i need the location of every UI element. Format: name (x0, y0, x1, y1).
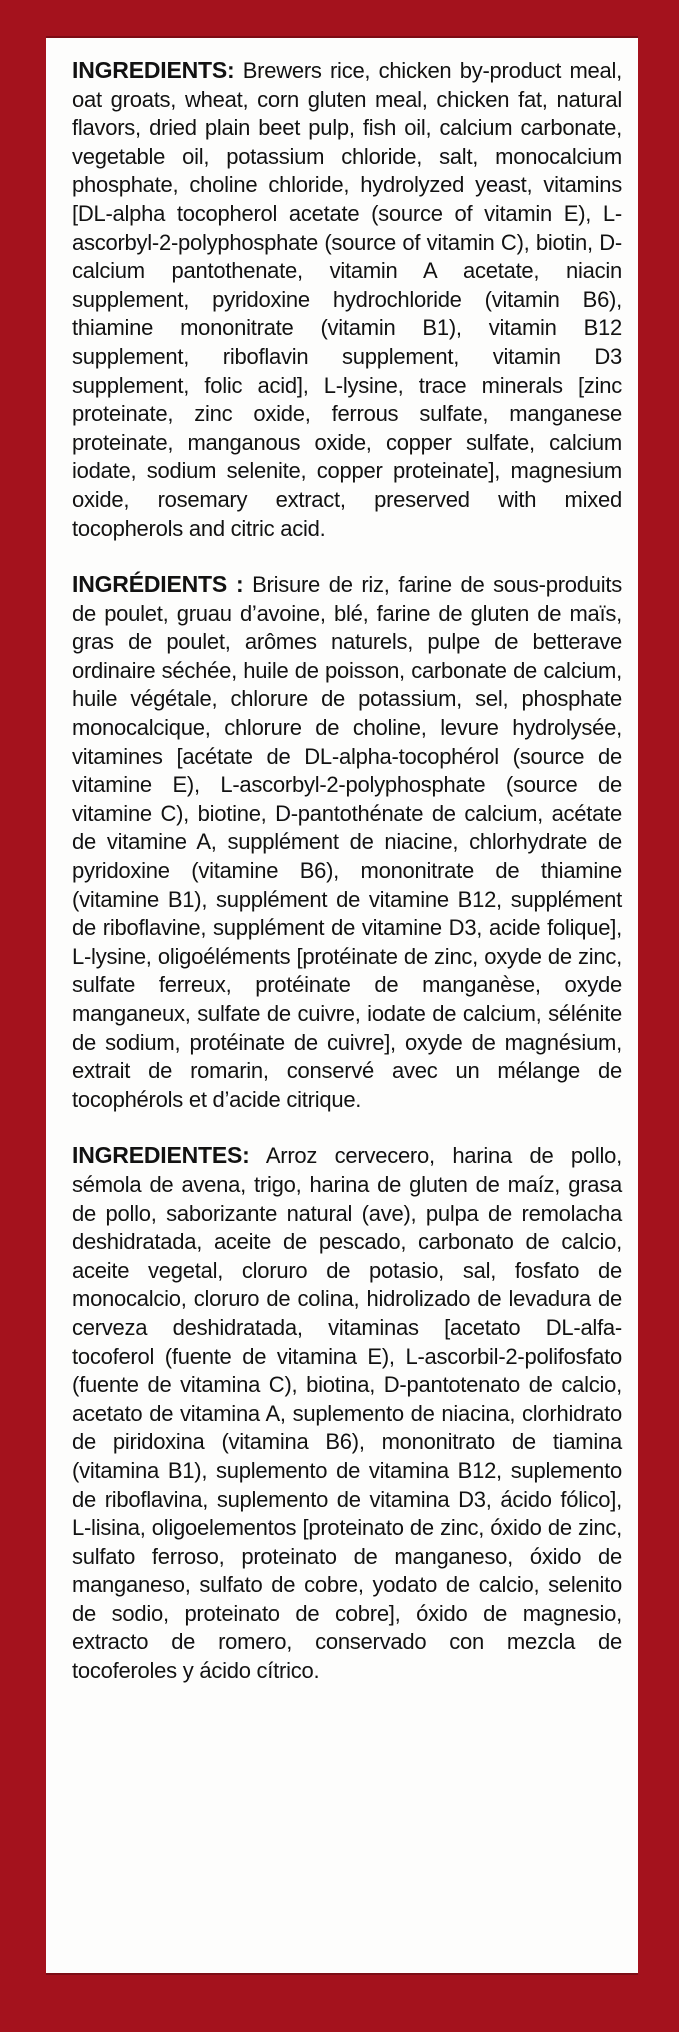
label-text-area (46, 38, 638, 1686)
ingredients-body-english: Brewers rice, chicken by-product meal, oat groats, wheat, corn gluten meal, chicken fat, natural flavors, dried plain beet pulp, fish oil, calcium carbonate, vegetable oil, potassium chloride, salt, monocalcium phosphate, choline chloride, hydrolyzed yeast, vitamins [DL-alpha tocopherol acetate (source of vitamin E), L-ascorbyl-2-polyphosphate (source of vitamin C), biotin, D-calcium pantothenate, vitamin A acetate, niacin supplement, pyridoxine hydrochloride (vitamin B6), thiamine mononitrate (vitamin B1), vitamin B12 supplement, riboflavin supplement, vitamin D3 supplement, folic acid], L-lysine, trace minerals [zinc proteinate, zinc oxide, ferrous sulfate, manganese proteinate, manganous oxide, copper sulfate, calcium iodate, sodium selenite, copper proteinate], magnesium oxide, rosemary extract, preserved with mixed tocopherols and citric acid. (72, 58, 622, 541)
ingredients-heading-english: INGREDIENTS: (72, 57, 235, 83)
ingredients-paragraph-french (72, 570, 622, 1114)
ingredients-heading-spanish: INGREDIENTES: (72, 1142, 250, 1169)
ingredients-paragraph-spanish (72, 1141, 622, 1685)
ingredients-body-french: Brisure de riz, farine de sous-produits de poulet, gruau d’avoine, blé, farine de gluten de maïs, gras de poulet, arômes naturels, pulpe de betterave ordinaire séchée, huile de poisson, carbonate de calcium, huile végétale, chlorure de potassium, sel, phosphate monocalcique, chlorure de choline, levure hydrolysée, vitamines [acétate de DL-alpha-tocophérol (source de vitamine E), L-ascorbyl-2-polyphosphate (source de vitamine C), biotine, D-pantothénate de calcium, acétate de vitamine A, supplément de niacine, chlorhydrate de pyridoxine (vitamine B6), mononitrate de thiamine (vitamine B1), supplément de vitamine B12, supplément de riboflavine, supplément de vitamine D3, acide folique], L-lysine, oligoéléments [protéinate de zinc, oxyde de zinc, sulfate ferreux, protéinate de manganèse, oxyde manganeux, sulfate de cuivre, iodate de calcium, sélénite de sodium, protéinate de cuivre], oxyde de magnésium, extrait de romarin, conservé avec un mélange de tocophérols et d’acide citrique. (72, 572, 622, 1112)
ingredients-heading-french: INGRÉDIENTS : (72, 571, 244, 598)
ingredients-paragraph-english (72, 56, 622, 543)
label-panel (46, 36, 638, 1975)
ingredients-body-spanish: Arroz cervecero, harina de pollo, sémola de avena, trigo, harina de gluten de maíz, grasa de pollo, saborizante natural (ave), pulpa de remolacha deshidratada, aceite de pescado, carbonato de calcio, aceite vegetal, cloruro de potasio, sal, fosfato de monocalcio, cloruro de colina, hidrolizado de levadura de cerveza deshidratada, vitaminas [acetato DL-alfa-tocoferol (fuente de vitamina E), L-ascorbil-2-polifosfato (fuente de vitamina C), biotina, D-pantotenato de calcio, acetato de vitamina A, suplemento de niacina, clorhidrato de piridoxina (vitamina B6), mononitrato de tiamina (vitamina B1), suplemento de vitamina B12, suplemento de riboflavina, suplemento de vitamina D3, ácido fólico], L-lisina, oligoelementos [proteinato de zinc, óxido de zinc, sulfato ferroso, proteinato de manganeso, óxido de manganeso, sulfato de cobre, yodato de calcio, selenito de sodio, proteinato de cobre], óxido de magnesio, extracto de romero, conservado con mezcla de tocoferoles y ácido cítrico. (72, 1143, 622, 1684)
